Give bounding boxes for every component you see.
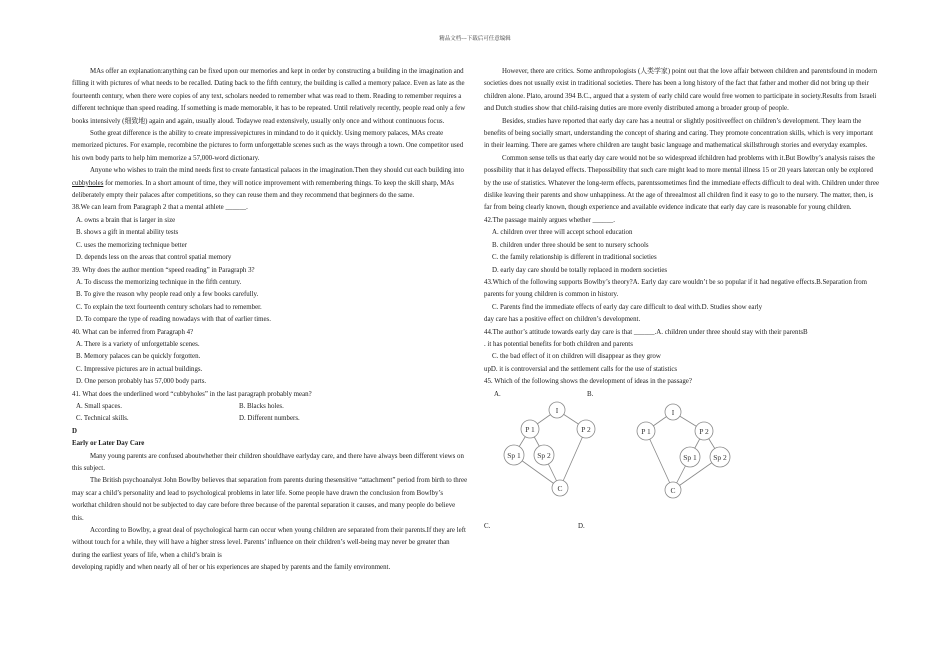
option: B. Memory palaces can be quickly forgotten. <box>76 353 201 361</box>
page-header: 精品文档---下载后可任意编辑 <box>439 36 511 42</box>
option-continued: . it has potential benefits for both children and parents <box>484 340 633 348</box>
diagram-label-b: B. <box>587 390 594 398</box>
node-label: Sp 1 <box>683 452 697 462</box>
node-label: P 1 <box>641 426 651 436</box>
option: A. There is a variety of unforgettable scenes. <box>76 340 200 348</box>
section-label: D <box>72 427 77 435</box>
diagrams-svg <box>484 401 744 521</box>
question-43: 43.Which of the following supports Bowlby’s theory?A. Early day care wouldn’t be so popular if it had negative effects.B.Separation from parents for young children is common in history. <box>484 278 868 299</box>
option: C. Parents find the immediate effects of early day care difficult to deal with.D. Studies show early <box>492 303 763 311</box>
option: C. Technical skills. <box>76 415 129 423</box>
question-41: 41. What does the underlined word “cubbyholes” in the last paragraph probably mean? <box>72 390 312 398</box>
question-44: 44.The author’s attitude towards early day care is that ______.A. children under three should stay with their parentsB <box>484 328 808 336</box>
paragraph: Many young parents are confused aboutwhether their children shouldhave earlyday care, and there have always been different views on this subject. <box>72 452 464 472</box>
text-span: for memories. In a short amount of time, they will notice improvement with remembering things. To keep the skill sharp, MAs deliberately empty their palaces after competitions, so they can reuse them and they recommend that beginners do the same. <box>72 179 454 200</box>
option-row <box>72 413 468 425</box>
underlined-word: cubbyholes <box>72 179 104 187</box>
diagram-labels-cd <box>484 521 880 533</box>
left-column <box>72 66 468 575</box>
structure-diagrams <box>484 401 880 521</box>
option: A. owns a brain that is larger in size <box>76 216 176 224</box>
option: A. Small spaces. <box>76 402 122 410</box>
option: C. the family relationship is different in traditional societies <box>492 254 657 262</box>
question-38: 38.We can learn from Paragraph 2 that a mental athlete ______. <box>72 204 248 212</box>
option: D. depends less on the areas that control spatial memory <box>76 254 232 262</box>
paragraph: developing rapidly and when nearly all of her or his experiences are shaped by parents and the family environment. <box>72 564 391 572</box>
node-label: I <box>555 405 559 415</box>
option: B. children under three should be sent to nursery schools <box>492 241 649 249</box>
node-label: P 2 <box>699 426 709 436</box>
option: D. Different numbers. <box>239 415 300 423</box>
node-label: C <box>670 485 676 495</box>
text-span: Anyone who wishes to train the mind needs first to create fantastical palaces in the imagination.Then they should cut each building into <box>90 167 464 175</box>
paragraph: The British psychoanalyst John Bowlby believes that separation from parents during thesensitive “attachment” period from birth to three may scar a child’s personality and lead to psychological problems in later life. Some people have drawn the conclusion from Bowlby’s workthat children should not be subjected to day care before three because of the parental separation it causes, and many people do believe this. <box>72 477 468 522</box>
node-label: C <box>557 483 563 493</box>
paragraph <box>72 165 468 202</box>
node-label: Sp 2 <box>713 452 727 462</box>
paragraph: However, there are critics. Some anthropologists (人类学家) point out that the love affair between children and parentsfound in modern societies does not usually exist in traditional societies. There has been a long history of the fact that father and mother did not bring up their children alone. Plato, around 394 B.C., argued that a system of early child care would free women to participate in society.Results from Israeli and Dutch studies show that child-raising duties are more evenly distributed among a broader group of people. <box>484 68 878 113</box>
option: B. shows a gift in mental ability tests <box>76 229 179 237</box>
diagram-label-d: D. <box>578 522 585 530</box>
node-label: I <box>671 407 675 417</box>
option: A. children over three will accept school education <box>492 229 633 237</box>
option: D. One person probably has 57,000 body parts. <box>76 378 207 386</box>
option: D. early day care should be totally replaced in modern societies <box>492 266 668 274</box>
option: B. To give the reason why people read only a few books carefully. <box>76 291 259 299</box>
option-continued: upD. it is controversial and the settlement calls for the use of statistics <box>484 365 678 373</box>
paragraph: Sothe great difference is the ability to create impressivepictures in mindand to do it quickly. Using memory palaces, MAs create memorized pictures. For example, recombine the pictures to form unforgettable scenes such as the ways through a town. One competitor used his own body parts to help him memorize a 57,000-word dictionary. <box>72 130 464 162</box>
passage-title: Early or Later Day Care <box>72 440 145 448</box>
node-label: P 1 <box>525 424 535 434</box>
diagram-a <box>504 402 595 496</box>
option: C. To explain the text fourteenth century scholars had to remember. <box>76 303 262 311</box>
option: C. Impressive pictures are in actual buildings. <box>76 365 203 373</box>
node-label: P 2 <box>581 424 591 434</box>
option-row <box>72 401 468 413</box>
option: A. To discuss the memorizing technique in the fifth century. <box>76 278 242 286</box>
option-continued: day care has a positive effect on children’s development. <box>484 316 641 324</box>
question-40: 40. What can be inferred from Paragraph 4? <box>72 328 194 336</box>
option: B. Blacks holes. <box>239 402 284 410</box>
question-45: 45. Which of the following shows the development of ideas in the passage? <box>484 378 692 386</box>
right-column <box>484 66 880 533</box>
paragraph: According to Bowlby, a great deal of psychological harm can occur when young children are separated from their parents.If they are left without touch for a while, they will have a higher stress level. Parents’ influence on their children’s well-being may never be greater than during the earliest years of life, when a child’s brain is <box>72 527 466 559</box>
diagram-b <box>637 404 730 498</box>
paragraph: MAs offer an explanation:anything can be fixed upon our memories and kept in order by constructing a building in the imagination and filling it with pictures of what needs to be recalled. Dating back to the fifth century, the building is called a memory palace. Even as late as the fourteenth century, when there were copies of any text, scholars needed to remember what was read to them. Reading to remember requires a different technique than speed reading. If something is made memorable, it has to be repeated. Until relatively recently, people read only a few books intensively (细致地) again and again, usually aloud. Todaywe read extensively, usually only once and without continuous focus. <box>72 68 466 125</box>
question-39: 39. Why does the author mention “speed reading” in Paragraph 3? <box>72 266 255 274</box>
option: C. the bad effect of it on children will disappear as they grow <box>492 353 661 361</box>
diagram-label-a: A. <box>494 390 501 398</box>
diagram-label-c: C. <box>484 522 491 530</box>
paragraph: Besides, studies have reported that early day care has a neutral or slightly positiveeffect on children’s development. They learn the benefits of being socially smart, understanding the concept of sharing and caring. They promote concentration skills, which is very important in their learning. There are games where children are taught basic language and mathematical skillsthrough stories and everyday examples. <box>484 117 874 150</box>
node-label: Sp 2 <box>537 450 551 460</box>
diagram-labels-ab <box>484 389 880 401</box>
option: D. To compare the type of reading nowadays with that of earlier times. <box>76 316 271 324</box>
node-label: Sp 1 <box>507 450 521 460</box>
question-42: 42.The passage mainly argues whether ______. <box>484 216 615 224</box>
paragraph: Common sense tells us that early day care would not be so widespread ifchildren had problems with it.But Bowlby’s analysis raises the possibility that it has delayed effects. Thepossibility that such care might lead to more mental illness 15 or 20 years latercan only be explored by the use of statistics. Whatever the long-term effects, parentssometimes find the immediate effects difficult to deal with. Children under three dislike leaving their parents and show unhappiness. At the age of threealmost all children find it easy to go to the nursery. The matter, then, is far from being clearly known, though experience and available evidence indicate that early day care is reasonable for young children. <box>484 154 880 212</box>
option: C. uses the memorizing technique better <box>76 241 187 249</box>
